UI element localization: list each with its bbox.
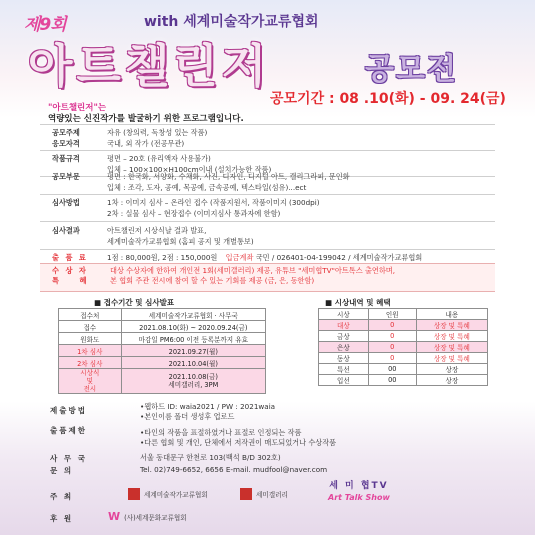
table-row — [319, 375, 488, 386]
fee-account-prefix: 입금계좌 — [225, 253, 254, 262]
tv-logo-line-1: 세 미 협TV — [329, 481, 389, 491]
header-cell: 시상 — [319, 309, 369, 320]
prize-name: 은상 — [319, 342, 369, 353]
sponsor-org — [108, 510, 187, 523]
table-header-row — [319, 309, 488, 320]
award-label-line-1: 수 상 자 — [52, 266, 88, 275]
limit-line-1: •타인의 작품을 표절하였거나 표절로 인정되는 작품 — [140, 428, 302, 437]
prizes-title: ■ 시상내역 및 혜택 — [325, 298, 391, 307]
table-row — [59, 333, 266, 345]
fee-account: 국민 / 026401-04-199042 / 세계미술작가교류협회 — [255, 253, 423, 262]
prize-benefit: 상장 — [416, 364, 487, 375]
divider — [40, 150, 495, 151]
size-label: 작품규격 — [52, 154, 80, 163]
table-header-row — [59, 309, 266, 321]
schedule-step: 시상식 및 전시 — [59, 369, 122, 394]
prize-benefit: 상장 및 특혜 — [416, 320, 487, 331]
host-org-2 — [240, 488, 288, 500]
table-row — [59, 321, 266, 333]
schedule-date: 마감일 PM6:00 이전 등록분까지 유효 — [121, 333, 265, 345]
prize-count: 00 — [368, 364, 416, 375]
prize-count: 0 — [368, 331, 416, 342]
award-label — [52, 266, 95, 286]
sponsor-label: 후 원 — [50, 514, 74, 523]
table-row — [319, 320, 488, 331]
poster-title: 아트챌린저 — [28, 39, 271, 93]
edition-label: 제9회 — [24, 15, 66, 35]
office-address: 서울 동대문구 한천로 103(백석 B/D 302호) — [140, 453, 281, 462]
prize-name: 대상 — [319, 320, 369, 331]
prize-name: 동상 — [319, 353, 369, 364]
schedule-date: 2021.08.10(화) ~ 2020.09.24(금) — [121, 321, 265, 333]
table-row — [59, 345, 266, 357]
gallery-logo-icon — [240, 488, 252, 500]
eligibility-label: 응모자격 — [52, 139, 80, 148]
divider — [40, 194, 495, 195]
divider — [40, 221, 495, 222]
review-line-2: 2차 : 실물 심사 – 현장접수 (이미지심사 통과자에 한함) — [107, 209, 281, 218]
sponsor-org-name: (사)세계문화교류협회 — [124, 513, 187, 522]
schedule-date: 2021.09.27(월) — [121, 345, 265, 357]
submit-info — [140, 402, 275, 422]
schedule-step: 2차 심사 — [59, 357, 122, 369]
category-label: 공모부문 — [52, 172, 80, 181]
schedule-step: 접수 — [59, 321, 122, 333]
review-line-1: 1차 : 이미지 심사 – 온라인 접수 (작품지원서, 작품이미지 (300dpi) — [107, 198, 320, 207]
prize-benefit: 상장 및 특혜 — [416, 342, 487, 353]
schedule-title: ■ 접수기간 및 심사발표 — [94, 298, 175, 307]
result-line-1: 아트챌린저 시상식날 결과 발표, — [107, 226, 207, 235]
award-text — [110, 266, 395, 286]
award-line-1: 대상 수상자에 한하여 개인전 1회(세미갤러리) 제공, 유튜브 "세미협TV"아트톡스 출연하며, — [110, 266, 396, 275]
intro-line-1: "아트챌린저"는 — [48, 103, 107, 113]
fee-label: 출 품 료 — [52, 253, 88, 262]
fee-amount: 1점 : 80,000원, 2점 : 150,000원 — [107, 253, 218, 262]
schedule-step: 1차 심사 — [59, 345, 122, 357]
divider — [40, 249, 495, 250]
prize-benefit: 상장 — [416, 375, 487, 386]
prize-name: 금상 — [319, 331, 369, 342]
host-org-2-name: 세미갤러리 — [256, 491, 288, 499]
size-line-1: 평면 – 20호 (유리액자 사용불가) — [107, 154, 211, 163]
semi-tv-logo — [328, 480, 390, 504]
result-label: 심사결과 — [52, 226, 80, 235]
contact-info: Tel. 02)749-6652, 6656 E-mail. mudfool@naver.com — [140, 465, 328, 474]
submit-line-1: •웹하드 ID: waia2021 / PW : 2021waia — [140, 402, 276, 411]
submit-line-2: •본인이름 폴더 생성후 업로드 — [140, 412, 235, 421]
host-org-1 — [128, 488, 208, 500]
limit-line-2: •다른 협회 및 개인, 단체에서 저작권이 매도되었거나 수상작품 — [140, 438, 337, 447]
theme-value: 자유 (창의력, 독창성 있는 작품) — [107, 128, 208, 137]
table-row — [319, 353, 488, 364]
limit-info — [140, 428, 336, 448]
poster-subtitle: 공모전 — [365, 52, 458, 87]
divider — [40, 124, 495, 125]
with-organizer: with 세계미술작가교류협회 — [144, 14, 319, 30]
table-row — [59, 369, 266, 394]
tv-logo-line-2: Art Talk Show — [328, 493, 390, 502]
schedule-date: 2021.10.04(월) — [121, 357, 265, 369]
intro-line-2: 역량있는 신진작가를 발굴하기 위한 프로그램입니다. — [48, 114, 244, 124]
size-line-2: 입체 – 100×100×H100cm이내 (설치가능한 작품) — [107, 165, 272, 174]
host-label: 주 최 — [50, 492, 74, 501]
table-row — [319, 364, 488, 375]
contact-label: 문 의 — [50, 466, 74, 475]
limit-label: 출품제한 — [50, 426, 87, 435]
table-row — [319, 331, 488, 342]
category-line-1: 평면 : 한국화, 서양화, 수채화, 사진, 디자인, 디지털 아트, 캘리그라피, 문인화 — [107, 172, 350, 181]
prize-benefit: 상장 및 특혜 — [416, 353, 487, 364]
header-cell: 세계미술작가교류협회 · 사무국 — [121, 309, 265, 321]
result-line-2: 세계미술작가교류협회 (홈피 공지 및 개별통보) — [107, 237, 254, 246]
host-org-1-name: 세계미술작가교류협회 — [144, 491, 208, 499]
submit-label: 제출방법 — [50, 406, 87, 415]
header-cell: 접수처 — [59, 309, 122, 321]
prize-count: 0 — [368, 353, 416, 364]
award-label-line-2: 특 혜 — [52, 276, 96, 285]
prize-count: 0 — [368, 342, 416, 353]
award-line-2: 본 협회 주관 전시에 참여 할 수 있는 기회를 제공 (금, 은, 동한함) — [110, 276, 315, 285]
schedule-step: 원화도 — [59, 333, 122, 345]
prize-benefit: 상장 및 특혜 — [416, 331, 487, 342]
eligibility-value: 국내, 외 작가 (전공무관) — [107, 139, 185, 148]
header-cell: 내용 — [416, 309, 487, 320]
prize-count: 00 — [368, 375, 416, 386]
schedule-date: 2021.10.08(금) 세미갤러리, 3PM — [121, 369, 265, 394]
review-label: 심사방법 — [52, 198, 80, 207]
office-label: 사 무 국 — [50, 454, 87, 463]
sponsor-logo-icon: W — [108, 510, 121, 523]
prize-name: 특선 — [319, 364, 369, 375]
category-line-2: 입체 : 조각, 도자, 공예, 목공예, 금속공예, 텍스타일(섬유)...ect — [107, 183, 307, 192]
prize-count: 0 — [368, 320, 416, 331]
fee-value — [107, 253, 422, 263]
prize-name: 입선 — [319, 375, 369, 386]
table-row — [319, 342, 488, 353]
contest-period: 공모기간 : 08 .10(화) - 09. 24(금) — [270, 91, 506, 107]
header-cell: 인원 — [368, 309, 416, 320]
waia-logo-icon — [128, 488, 140, 500]
schedule-table — [58, 308, 266, 394]
table-row — [59, 357, 266, 369]
prizes-table — [318, 308, 488, 386]
theme-label: 공모주제 — [52, 128, 80, 137]
